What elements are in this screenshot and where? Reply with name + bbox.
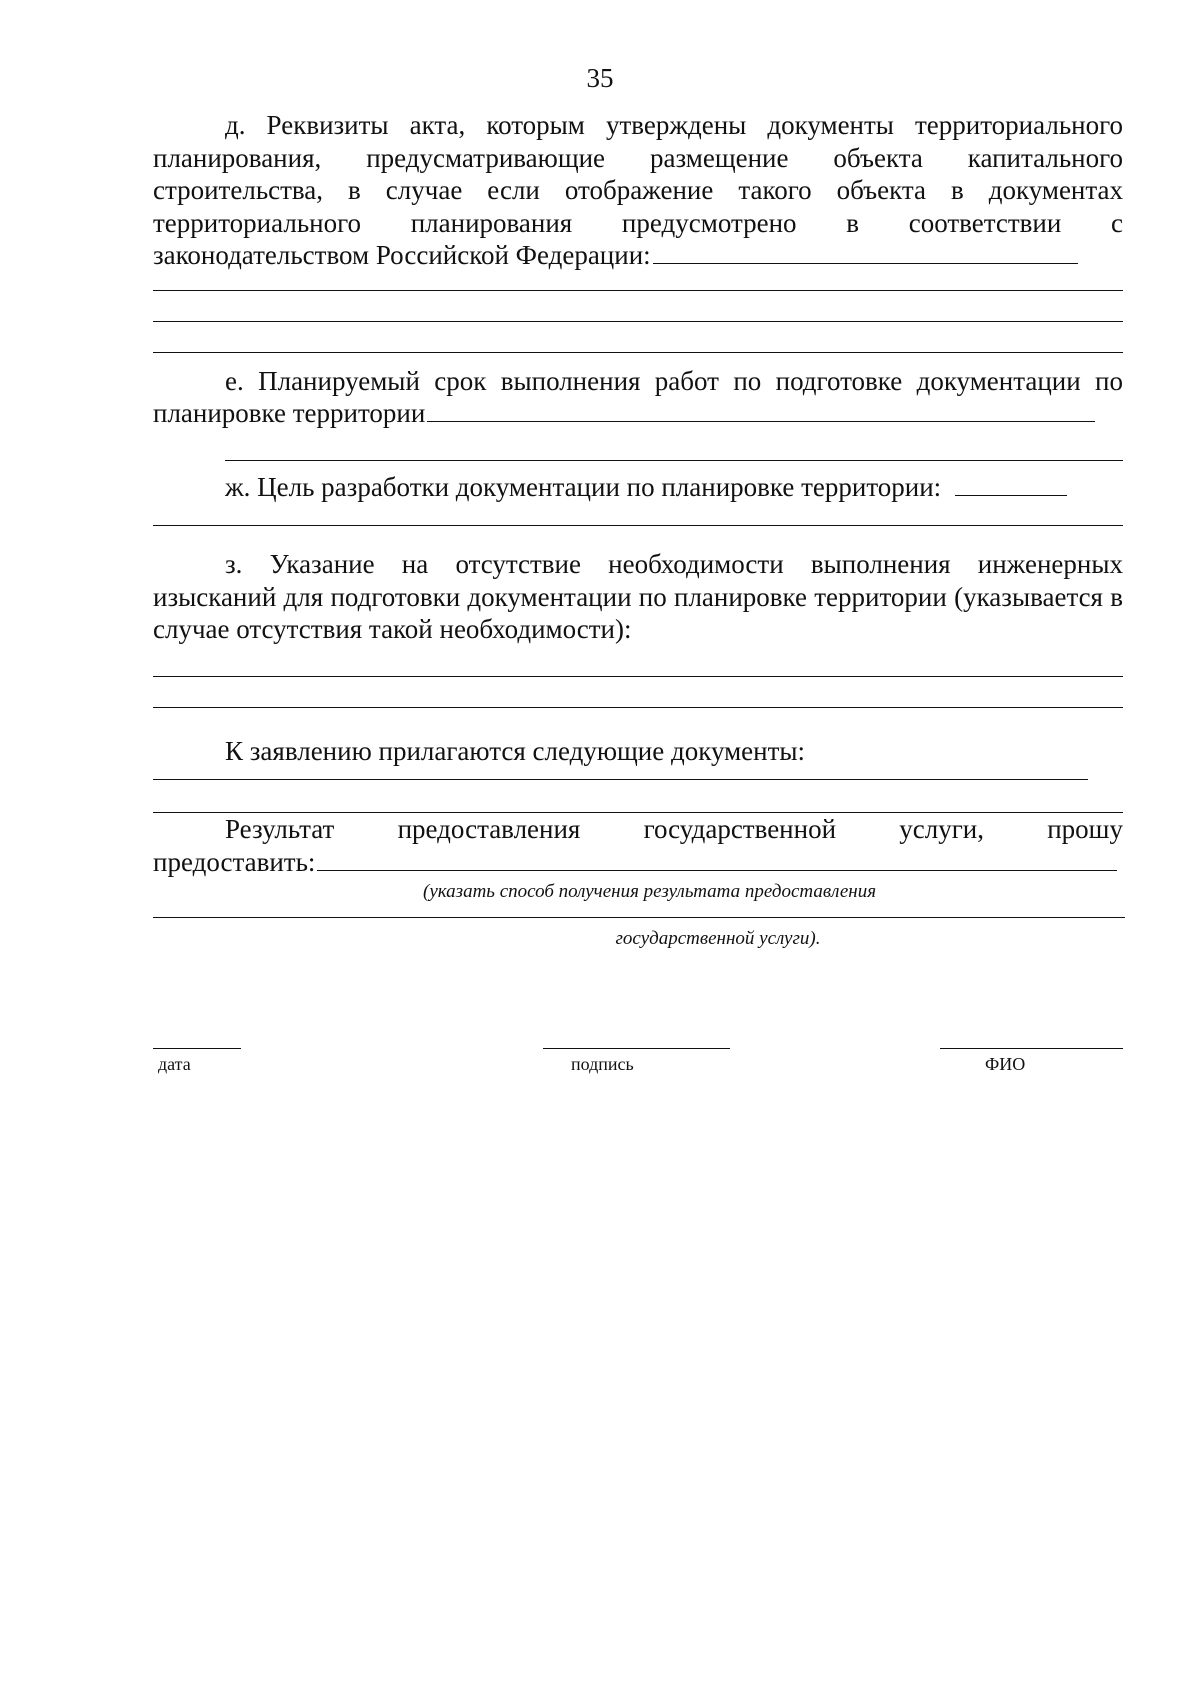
date-field bbox=[153, 1048, 241, 1075]
attachments-text bbox=[153, 735, 1123, 768]
signature-label: подпись bbox=[571, 1054, 634, 1074]
section-z-blank-line-1[interactable] bbox=[153, 676, 1123, 677]
section-d-blank-line-3[interactable] bbox=[153, 352, 1123, 353]
section-d-fill-line[interactable] bbox=[653, 240, 1078, 264]
name-line[interactable] bbox=[940, 1048, 1123, 1049]
section-zh-label: ж. Цель разработки документации по планировке территории: bbox=[225, 471, 942, 502]
result-first-line bbox=[153, 813, 1123, 846]
result-word-5: прошу bbox=[1047, 814, 1123, 844]
signature-field bbox=[543, 1048, 730, 1075]
result-word-1: Результат bbox=[225, 814, 335, 844]
page-number: 35 bbox=[586, 63, 614, 93]
section-zh-fill-line[interactable] bbox=[955, 472, 1067, 496]
name-field bbox=[940, 1048, 1123, 1075]
result-blank-line[interactable] bbox=[153, 917, 1125, 918]
section-e-text bbox=[153, 365, 1123, 430]
result-hint-1: (указать способ получения результата предоставления bbox=[423, 881, 877, 902]
result-word-4: услуги, bbox=[899, 814, 984, 844]
attachments-blank-line-1[interactable] bbox=[153, 779, 1088, 780]
section-z-label: з. Указание на отсутствие необходимости выполнения инженерных изысканий для подготовки документации по планировке территории (указывается в случае отсутствия такой необходимости): bbox=[153, 549, 1123, 644]
signature-line[interactable] bbox=[543, 1048, 730, 1049]
form-content bbox=[153, 109, 1123, 950]
result-word-3: государственной bbox=[643, 814, 837, 844]
section-zh-text bbox=[153, 471, 1123, 504]
section-e-blank-line[interactable] bbox=[225, 460, 1123, 461]
section-z-text bbox=[153, 548, 1123, 646]
date-label: дата bbox=[158, 1054, 191, 1074]
attachments-label: К заявлению прилагаются следующие документы: bbox=[225, 735, 806, 766]
section-e-fill-line[interactable] bbox=[427, 398, 1095, 422]
section-zh-blank-line[interactable] bbox=[153, 525, 1123, 526]
result-hint-2: государственной услуги). bbox=[615, 928, 821, 949]
section-d-label: д. Реквизиты акта, которым утверждены документы территориального планирования, предусматривающие размещение объекта капитального строительства, в случае если отображение такого объекта в документах территориального планирования предусмотрено в соответствии с законодательством Российской Федерации: bbox=[153, 110, 1123, 270]
section-d-blank-line-2[interactable] bbox=[153, 321, 1123, 322]
result-provide-label: предоставить: bbox=[153, 846, 316, 877]
section-d-blank-line-1[interactable] bbox=[153, 290, 1123, 291]
section-z-blank-line-2[interactable] bbox=[153, 707, 1123, 708]
section-e-label: е. Планируемый срок выполнения работ по подготовке документации по планировке территории bbox=[153, 365, 1123, 428]
result-fill-line[interactable] bbox=[317, 847, 1117, 871]
result-word-2: предоставления bbox=[397, 814, 581, 844]
result-second-line bbox=[153, 846, 1123, 879]
name-label: ФИО bbox=[985, 1054, 1026, 1074]
signature-row bbox=[0, 1048, 1200, 1088]
section-d-text bbox=[153, 109, 1123, 272]
date-line[interactable] bbox=[153, 1048, 241, 1049]
